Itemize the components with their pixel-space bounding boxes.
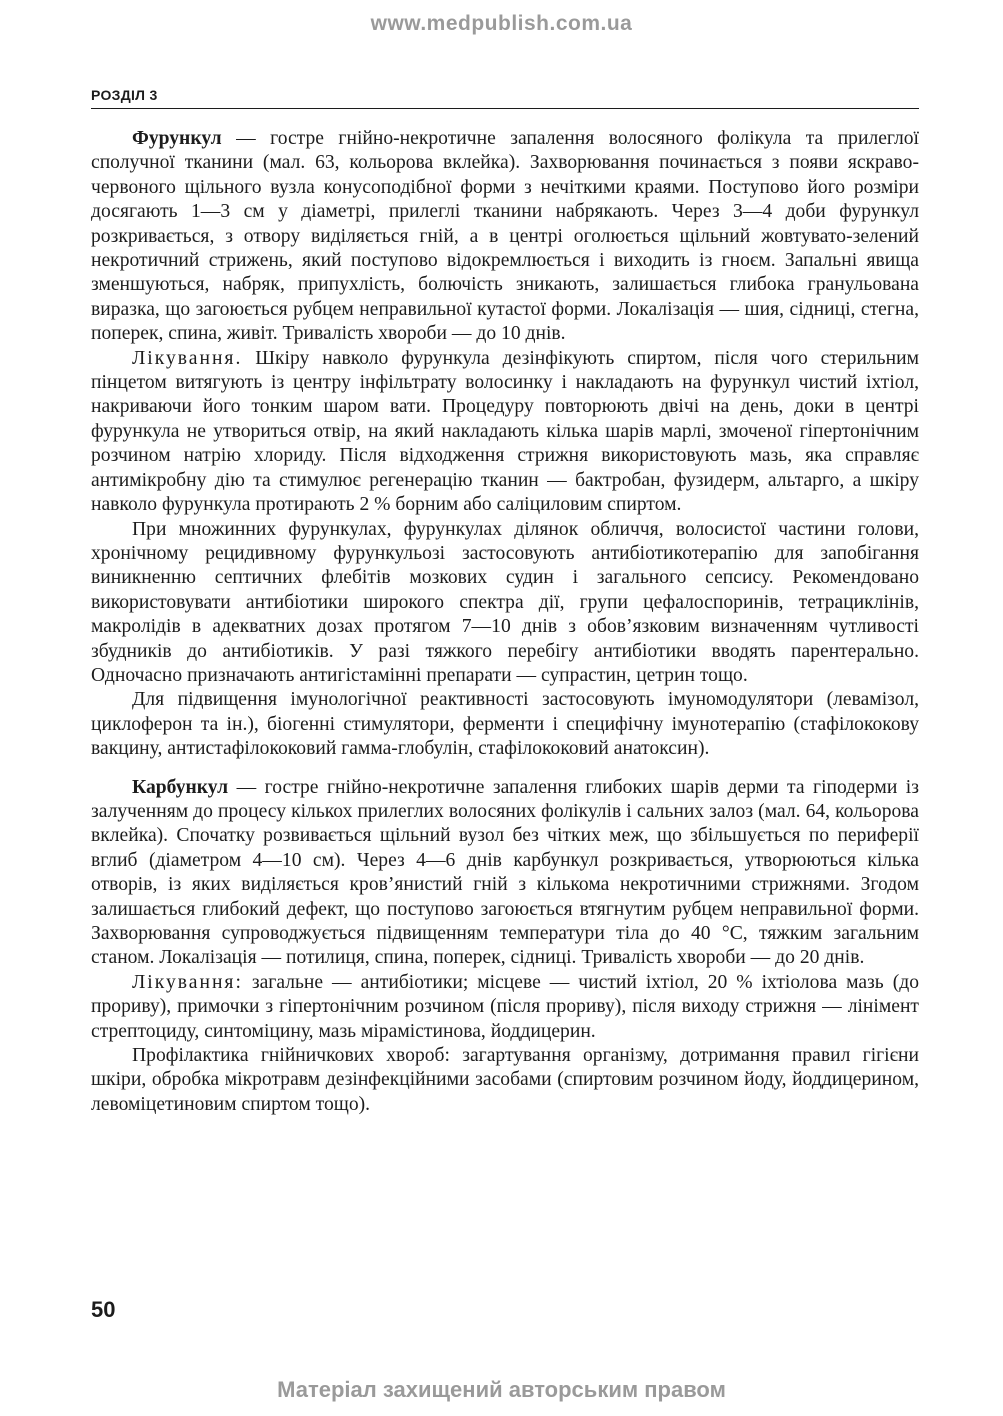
paragraph-antibiotic-therapy: При множинних фурункулах, фурункулах ділянок обличчя, волосистої частини голови, хронічному рецидивному фурункульозі застосовують антибіотикотерапію для запобігання виникненню септичних флебітів мозкових судин і загального сепсису. Рекомендовано використовувати антибіотики широкого спектра дії, групи цефалоспоринів, тетрациклінів, макролідів в адекватних дозах протягом 7—10 днів з обов’язковим визначенням чутливості збудників до антибіотиків. У разі тяжкого перебігу антибіотики вводять парентерально. Одночасно призначають антигістамінні препарати — супрастин, цетрин тощо. — [91, 518, 919, 686]
paragraph-carbuncle-treatment — [91, 971, 919, 1044]
page-body — [91, 127, 919, 1117]
paragraph-immunotherapy: Для підвищення імунологічної реактивності застосовують імуномодулятори (левамізол, циклоферон та ін.), біогенні стимулятори, ферменти і специфічну імунотерапію (стафілококову вакцину, антистафілококовий гамма-глобулін, стафілококовий анатоксин). — [91, 689, 919, 760]
furuncle-definition-text: — гостре гнійно-некротичне запалення волосяного фолікула та прилеглої сполучної тканини (мал. 63, кольорова вклейка). Захворювання починається з появи яскраво-червоного щільного вузла конусоподібної форми з нечіткими краями. Поступово його розміри досягають 1—3 см у діаметрі, прилеглі тканини набрякають. Через 3—4 доби фурункул розкривається, з отвору виділяється гній, а в центрі оголюється щільний жовтувато-зелений некротичний стрижень, який поступово відокремлюється і виходить із гноєм. Запальні явища зменшуються, набряк, припухлість, болючість зникають, залишається глибока гранульована виразка, що загоюється рубцем неправильної кутастої форми. Локалізація — шия, сідниці, стегна, поперек, спина, живіт. Тривалість хвороби — до 10 днів. — [91, 128, 919, 345]
paragraph-furuncle-definition — [91, 127, 919, 347]
section-label: РОЗДІЛ 3 — [91, 87, 158, 103]
header-divider — [91, 108, 919, 109]
copyright-watermark: Матеріал захищений авторським правом — [277, 1377, 726, 1402]
paragraph-prevention: Профілактика гнійничкових хвороб: загартування організму, дотримання правил гігієни шкіри, обробка мікротравм дезінфекційними засобами (спиртовим розчином йоду, йоддицерином, левоміцетиновим спиртом тощо). — [91, 1045, 919, 1115]
paragraph-furuncle-treatment — [91, 347, 919, 518]
carbuncle-definition-text: — гостре гнійно-некротичне запалення глибоких шарів дерми та гіподерми із залученням до процесу кількох прилеглих волосяних фолікулів і сальних залоз (мал. 64, кольорова вклейка). Спочатку розвивається щільний вузол без чітких меж, що збільшується по периферії вглиб (діаметром 4—10 см). Через 4—6 днів карбункул розкривається, утворюються кілька отворів, із яких виділяється кров’янистий гній з кількома некротичними стрижнями. Згодом залишається глибокий дефект, що поступово загоюється втягнутим рубцем неправильної форми. Захворювання супроводжується підвищенням температури тіла до 40 °С, тяжким загальним станом. Локалізація — потилиця, спина, поперек, сідниці. Тривалість хвороби — до 20 днів. — [91, 776, 919, 969]
furuncle-treatment-text: Шкіру навколо фурункула дезінфікують спиртом, після чого стерильним пінцетом витягують із центру інфільтрату волосинку і накладають на фурункул чистий іхтіол, накриваючи його тонким шаром вати. Процедуру повторюють двічі на день, доки в центрі фурункула не утвориться отвір, на який накладають кілька шарів марлі, змоченої гіпертонічним розчином натрію хлориду. Після відходження стрижня використовують мазь, яка справляє антимікробну дію та стимулює регенерацію тканин — бактробан, фузидерм, альтарго, а шкіру навколо фурункула протирають 2 % борним або саліциловим спиртом. — [91, 347, 919, 516]
term-carbuncle: Карбункул — [132, 776, 229, 798]
term-furuncle: Фурункул — [132, 128, 222, 149]
carbuncle-treatment-text: загальне — антибіотики; місцеве — чистий іхтіол, 20 % іхтіолова мазь (до прориву), примочки з гіпертонічним розчином (після прориву), після виходу стрижня — лінімент стрептоциду, синтоміцину, мазь мірамістинова, йоддицерин. — [91, 971, 919, 1042]
paragraph-carbuncle-definition — [91, 776, 919, 971]
treatment-label: Лікування. — [132, 347, 243, 369]
page-number: 50 — [91, 1297, 116, 1322]
site-url-watermark: www.medpublish.com.ua — [370, 12, 633, 35]
treatment-label: Лікування: — [132, 971, 243, 993]
